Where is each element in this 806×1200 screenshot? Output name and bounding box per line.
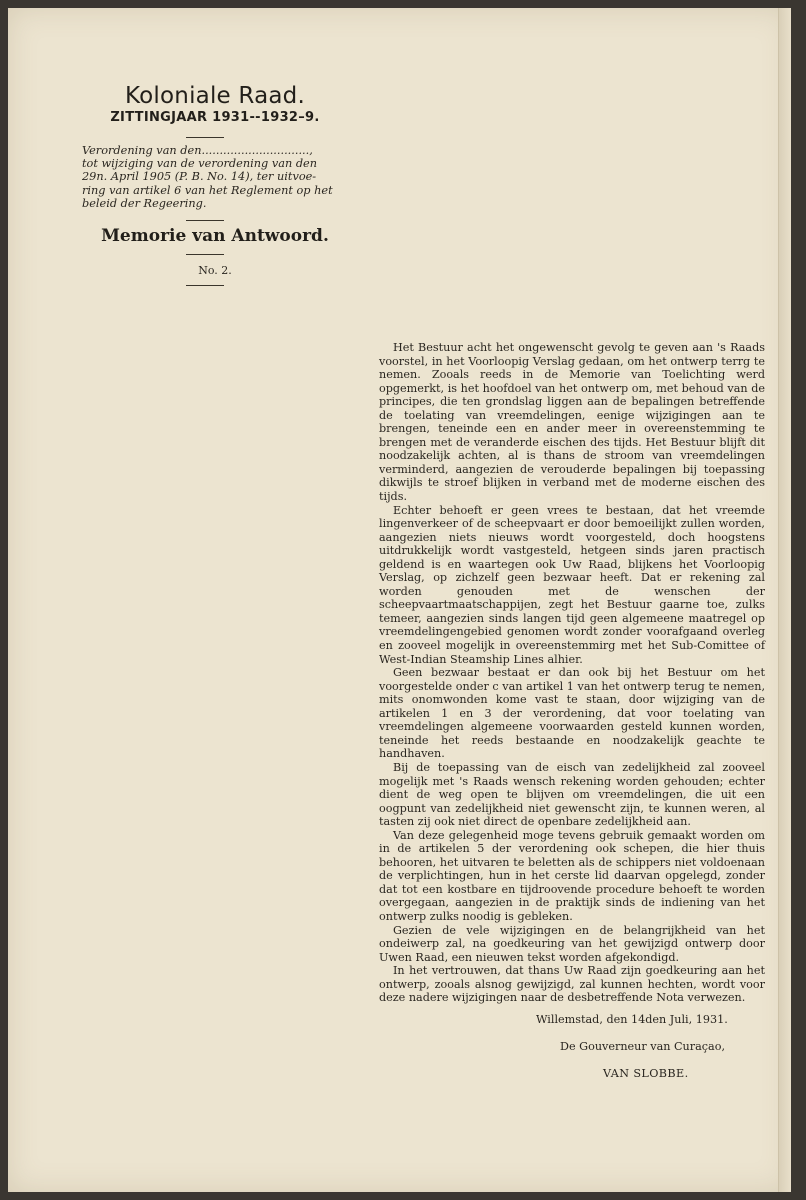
page-edge <box>778 8 791 1192</box>
number-divider <box>186 285 224 286</box>
body-paragraph: Geen bezwaar bestaat er dan ook bij het Bestuur om het voorgestelde onder c van artikel 1 van het ontwerp terug te nemen, mits onomwonden kome vast te staan, door wijziging van de artikelen 1 en 3 der verordening, dat voor toelating van vreemdelingen algemeene voorwaarden gesteld kunnen worden, teneinde het reeds bestaande en noodzakelijk geachte te handhaven. <box>379 666 765 761</box>
memorie-title: Memorie van Antwoord. <box>101 226 329 246</box>
body-paragraph: Echter behoeft er geen vrees te bestaan, dat het vreemde lingenverkeer of de scheepvaart er door bemoeilijkt zullen worden, aangezien niets nieuws wordt voorgesteld, doch hoogstens uitdrukkelijk wordt vastgesteld, hetgeen sinds jaren practisch geldend is en waartegen ook Uw Raad, blijkens het Voorloopig Verslag, op zichzelf geen bezwaar heeft. Dat er rekening zal worden genouden met de wenschen der scheepvaartmaatschappijen, zegt het Bestuur gaarne toe, zulks temeer, aangezien sinds langen tijd geen algemeene maatregel op vreemdelingengebied genomen wordt zonder voorafgaand overleg en zooveel mogelijk in overeenstemmirg met het Sub-Comittee of West-Indian Steamship Lines alhier. <box>379 503 765 666</box>
body-paragraph: Van deze gelegenheid moge tevens gebruik gemaakt worden om in de artikelen 5 der verordening ook schepen, die hier thuis behooren, het uitvaren te beletten als de schippers niet voldoenaan de verplichtingen, hun in het cerste lid daarvan opgelegd, zonder dat tot een kostbare en tijdroovende procedure behoeft te worden overgegaan, aangezien in de praktijk sinds de indiening van het ontwerp zulks noodig is gebleken. <box>379 828 765 923</box>
council-title: Koloniale Raad. <box>125 83 305 109</box>
header-divider <box>186 137 224 138</box>
signature-name: VAN SLOBBE. <box>603 1067 689 1080</box>
body-paragraph: Gezien de vele wijzigingen en de belangrijkheid van het ondeiwerp zal, na goedkeuring van het gewijzigd ontwerp door Uwen Raad, een nieuwen tekst worden afgekondigd. <box>379 923 765 964</box>
body-text <box>379 341 765 1005</box>
document-header <box>80 82 350 126</box>
title-divider <box>186 254 224 255</box>
session-year: ZITTINGJAAR 1931--1932–9. <box>110 110 320 125</box>
body-paragraph: In het vertrouwen, dat thans Uw Raad zijn goedkeuring aan het ontwerp, zooals alsnog gewijzigd, zal kunnen hechten, wordt voor deze nadere wijzigingen naar de desbetreffende Nota verwezen. <box>379 964 765 1005</box>
ordinance-divider <box>186 220 224 221</box>
ordinance-description: Verordening van den.............................., tot wijziging van de verordening van den 29n. April 1905 (P. B. No. 14), ter uitvoe- ring van artikel 6 van het Reglement op het beleid der Regeering. <box>82 144 333 210</box>
document-page <box>8 8 791 1192</box>
signature-office: De Gouverneur van Curaçao, <box>560 1040 726 1053</box>
signature-place-date: Willemstad, den 14den Juli, 1931. <box>536 1013 728 1026</box>
body-paragraph: Bij de toepassing van de eisch van zedelijkheid zal zooveel mogelijk met 's Raads wensch rekening worden gehouden; echter dient de weg open te blijven om vreemdelingen, die uit een oogpunt van zedelijkheid niet gewenscht zijn, te kunnen weren, al tasten zij ook niet direct de openbare zedelijkheid aan. <box>379 760 765 829</box>
document-number: No. 2. <box>198 264 232 277</box>
body-paragraph: Het Bestuur acht het ongewenscht gevolg te geven aan 's Raads voorstel, in het Voorloopig Verslag gedaan, om het ontwerp terrg te nemen. Zooals reeds in de Memorie van Toelichting werd opgemerkt, is het hoofdoel van het ontwerp om, met behoud van de principes, die ten grondslag liggen aan de bepalingen betreffende de toelating van vreemdelingen, eenige wijzigingen aan te brengen, teneinde een en ander meer in overeenstemming te brengen met de veranderde eischen des tijds. Het Bestuur blijft dit noodzakelijk achten, al is thans de stroom van vreemdelingen verminderd, aangezien de verouderde bepalingen bij toepassing dikwijls te stroef blijken in verband met de moderne eischen des tijds. <box>379 341 765 504</box>
